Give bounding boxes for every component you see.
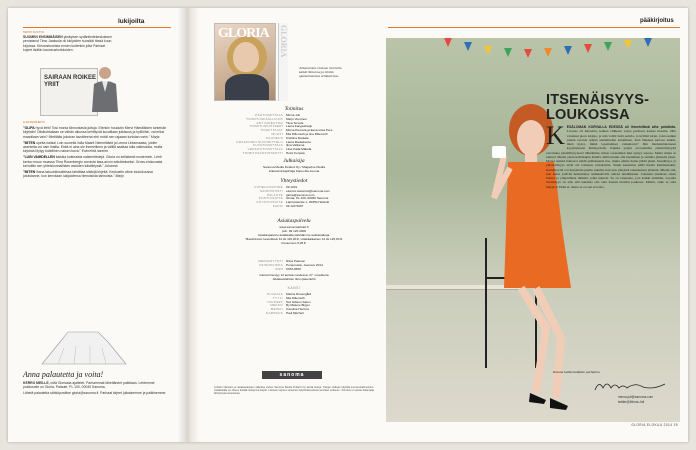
intro-text <box>23 31 113 65</box>
masthead-row-value: 0783-9650 <box>286 266 301 271</box>
masthead-row-label: MEIKKI <box>270 307 283 312</box>
letter-signature: Eximehtä narinen <box>81 149 109 154</box>
masthead-row-value: Minna Juti <box>286 113 301 117</box>
masthead-row-label: VERKKOTOIMITTAJA <box>247 147 283 152</box>
feedback-lead: KERRO MEILLE, <box>23 381 50 385</box>
spine-title: GLORIA <box>279 25 288 58</box>
masthead-row-label: KAUNEUS <box>265 135 283 140</box>
toimitus-title: Toimitus <box>284 106 304 112</box>
masthead-row-value: 09 1201 <box>286 185 298 189</box>
masthead-row-label: PÄÄTOIMITTAJA <box>255 113 283 117</box>
letter-text: hyvä lehti! Tosi monia kiinnostavia juttuja. Etenkin houdutin Mervi Hämäläisen tunteisiin kirjeisiin! Olisikohtakaan se vähän aikunsa kehittyvät kuvaillaan julkisuus ja hylliöihin, vai miksi maanilaan vain? Mietitääs jokohan tavoitteena ehti mobil sen rajaaan tunistan varin." <box>23 126 167 139</box>
letter-text: kaikkia kotimaisia naistentiedejä. Gloria on sellaisesti modernein. Lehti kertoo muun muassa Tiina Rosenbergin arvoista tasa-arvon edistämiseksi. Gross-elokuvasta kerrottiin sen yhteiskunnallisten asioiden käsittelystä." <box>23 155 163 168</box>
masthead-row-label: FAKSI <box>272 204 283 208</box>
masthead-row-value: Ted Gibson Salon <box>286 299 311 304</box>
asiakas-line: puh. 09 120 4900 <box>281 229 307 233</box>
editorial-lead: ESÄLOMAN KORVALLA EDESSÄ oli ihmeteltävä aihe pohdinta. <box>566 125 676 129</box>
magazine-spine-image <box>278 23 288 101</box>
masthead-row-value: 09 120 5307 <box>286 204 304 208</box>
masthead-row-value: Lapinmäentie 1, 00350 Helsinki <box>286 200 330 205</box>
masthead-row-label: PAINOPAIKKA <box>259 262 283 267</box>
page-gutter <box>178 8 200 442</box>
editorial-title: ITSENÄISYYS-LOUKOSSA <box>546 92 650 123</box>
asiakas-line: Asiakaspalvelu asiakkailla päivitämme aukioloaikoja. <box>257 233 331 237</box>
book-title: SAIRAAN ROIKEE YRIIT <box>44 75 97 88</box>
letter-lead: "LUIN VAIHDELLEN <box>23 155 55 160</box>
feedback-title: Anna palautetta ja voita! <box>23 370 104 379</box>
masthead-row-label: TOIMITUSSIHTEERI <box>249 124 283 129</box>
letter-lead: "MITEN <box>23 170 36 175</box>
masthead-row-value: Gloria, PL 100, 00040 Sanoma <box>286 196 329 201</box>
cover-caption: Julkaisemme elokuun Glorialla kaikki Taiteessa ja lehtien ajankohtaisissa artikkeleissa. <box>299 66 342 79</box>
editorial-text: Lavassa oli kiireetön, kaiken vilkkeen vapaa puolison kanssa maailla. Olin varannut piece kirjoja, ja niin valitti lisää pahvia- ja kylmiä kirjat, joista kaikki jonkin tavaran tyhjän suunnittelun antaminen. Kun läheisen kertaaa lenkin, minä kysyi, mitkä lopettamiset vaikuttavat? Jäin mielenkiintoiseen kysymykseen ihmisyydelle. Kuinka paljon arvostamme yhteisöllisyyttä verrattuna yksilöllisyyteen? Mietimme, miten sosiaalinen tuki syntyy arjessa. Mutta miten se tuntuu? Mietin yksin kahvikupin äärellä, miltä tuntuu olla itsenäinen ja samalla yhteisön jäsen. Monet meistä haluavat tehdä päätöksensä itse, mutta emme halua jäädä yksin. Itsenäisyys ja yhteisöllisyys eivät ole toistensa vastakohtia. Sinun kannattaa pitää huolta kummastakin. Itsenäisyyttä voi harjoitella pienin askelin, kun taas yhteisöä rakennetaan yhdessä. Mietin sitä, kun kaksi ystävää keskustelee aamukahvilla omista unelmistaan. Jokainen ansaitsee oman tilansa ja ympärilleen ihmisiä, jotka tukevat. Se on tasapaino, jota kaikki etsimme. Lopulta itsenäisyys on sitä, että uskaltaa olla oma itsensä muiden joukossa. Mietin, onko se aina helppoa? Ehkä ei, mutta se on sen arvoista. <box>546 129 676 189</box>
masthead-row-label: MEDIAMYYNTI <box>258 259 283 263</box>
masthead-row-value: Paul Mitchell <box>286 311 304 315</box>
masthead-row-value: Mia Dillemuth ja Iina Dillemuth <box>286 132 328 136</box>
masthead-row-value: Carolina Herrera <box>286 307 309 312</box>
masthead-row-label: GRAAFINEN SUUNNITTELU <box>236 139 283 144</box>
section-title-right: pääkirjoitus <box>640 18 674 24</box>
letter-signature: Marja <box>150 134 160 139</box>
magazine-spread <box>8 8 688 442</box>
masthead-row-value: Niina Palonen <box>286 259 306 263</box>
masthead-row-value: Punamusta, Joensuu 2014 <box>286 262 323 267</box>
masthead-row-label: HIUKSET <box>267 299 283 304</box>
masthead-row-label: TYYLI <box>272 295 283 300</box>
masthead-row <box>214 268 374 272</box>
letter-signature: Johanna <box>104 163 118 168</box>
asiakas-line: Irtonumero 9,95 €. <box>281 241 307 245</box>
masthead-row-label: TOIMITUSASSISTENTTI <box>242 151 283 155</box>
masthead-row-label: SÄHKÖPOSTI <box>259 188 283 193</box>
masthead-row-value: Iiina Valkama <box>286 143 305 148</box>
yhteystiedot-title: Yhteystiedot <box>280 178 308 184</box>
masthead-row-label: TOIMITTAJAT <box>260 128 283 133</box>
masthead-row-value: Marica Rosengård <box>286 292 312 296</box>
magazine-cover-image <box>214 23 276 101</box>
masthead-row-value: Liisa Kaila-Mäkelä <box>286 147 312 152</box>
cover-masthead: GLORIA <box>218 26 269 41</box>
masthead-row-label: MEKKO <box>270 303 283 308</box>
masthead-row-value: etunimi.sukunimi@sanoma.com <box>286 188 330 193</box>
legal-note: Lehden tilausten ja asiakastietojen ylläpitoa varten Sanoma Media Finland Oy kerää tietoja. Tietoja voidaan käyttää suoramarkkinointiin. Asiakkaalla on oikeus kieltää tietojensa käyttö. Lehteen tarjotun aineiston käyttöoikeudesta sovitaan erikseen. Toimitus ei vastaa tilaamatta lähetetystä aineistosta. <box>214 386 374 396</box>
page-footer: GLORIA ELOKUU 2014 39 <box>631 423 678 427</box>
asiakaspalvelu-title: Asiakaspalvelu <box>277 218 311 224</box>
masthead-row <box>214 312 374 316</box>
ilmoitus-line: Aikakauslehtien liiton jäsenlehti <box>272 277 316 281</box>
intro-bold: SUOMEN ENSIMMÄISEN <box>23 35 63 40</box>
masthead-row-value: Tiina Tervola <box>286 120 304 125</box>
masthead-row-label: MUOTI <box>271 132 283 136</box>
letter-signature: Marjo <box>115 174 124 179</box>
section-title-left: lukijoilta <box>118 18 145 25</box>
masthead-row-label: TOIMITUSPÄÄLLIKKÖ <box>246 116 283 121</box>
masthead-row-value: gloria@sanoma.com <box>286 192 315 197</box>
masthead-row-value: Mia Dillemuth <box>286 295 305 300</box>
asiakas-line: Tilaushinnat: kestotilaus 12 kk 119,90 €, määräaikainen 12 kk 125,90 €. <box>245 237 343 241</box>
letter-lead: "OLIPA <box>23 126 35 131</box>
dress-illustration <box>38 330 130 368</box>
signature-twitter: twitter@Minna.Juti <box>618 400 645 404</box>
masthead-row-value: Laura Kangasharju <box>286 124 313 129</box>
man-portrait-image <box>88 64 122 112</box>
feedback-text <box>23 381 171 431</box>
masthead-row-label: ISSN <box>274 266 283 271</box>
masthead-row-label: PALAUTE <box>267 192 283 197</box>
masthead-row-label: PUHELINVAIHDE <box>254 185 283 189</box>
masthead-row-value: By Malene Birger <box>286 303 310 308</box>
letters-block <box>23 120 171 328</box>
asiakas-line: www.sanomalehdet.fi <box>279 225 309 229</box>
masthead-row-label: KUVATOIMITTAJA <box>253 143 283 148</box>
masthead-row-value: Laura Rautakoura <box>286 139 311 144</box>
drop-cap: K <box>546 125 565 150</box>
masthead-row <box>214 152 374 156</box>
letters-label: LUKIJAKIRJEITÄ <box>23 120 45 124</box>
letter-4 <box>23 170 171 178</box>
letter-2 <box>23 141 171 154</box>
kansi-title: KANSI <box>287 286 301 290</box>
feedback-body-2: Lähetä palautetta sähköpostitse gloria@sanoma.fi. Parhaat kirjeet julkaisemme ja palkitsemme. <box>23 391 167 396</box>
section-rule-right <box>388 27 680 28</box>
ilmoitus-line: Gloria ilmestyy 12 kertaa vuodessa, 27. vuosikerta <box>259 273 329 277</box>
masthead-row-value: Marjo Vuorinen <box>286 116 307 121</box>
section-rule-left <box>23 27 171 28</box>
julkaisija-title: Julkaisija <box>283 158 305 164</box>
masthead-row-label: KÄYNTIOSOITE <box>256 200 283 205</box>
feedback-body: mitä Gloriasta ajattelet. Parhaimmat lähettäneet palkitaan. Lehtemme postiosoite on Gloria, Palaute, PL 100, 00040 Sanoma. <box>23 381 155 390</box>
sanoma-logo: sanoma <box>262 371 322 379</box>
masthead-row-label: POSTIOSOITE <box>258 196 283 201</box>
letter-3 <box>23 155 171 168</box>
julkaisija-line: Liiketoimintajohtaja Kaisu Ala-Luoma <box>268 169 320 173</box>
masthead-row-label: KAMPAUS <box>266 311 283 315</box>
intro-body: yksityisen sydäntiedekeskuksen perustanut Timo Jaaksola oli lukijoiden suosikki tässä kuun kirjoissa. Kiinnostuneista ennen kuitenkin jotta Parhaat kojeet lisätiin kauneushoitoloiden. <box>23 35 112 52</box>
photo-credit: TEKSTI KUVITUS <box>23 31 45 34</box>
letter-text: ihana tatuointimalleissa tahdittaa siistejä kirjeitä. Keskustin viime toukokuussa jutuistanne, kun kerrotaan lukijoidensa hienoisista tarinoista." <box>23 170 153 179</box>
letter-1 <box>23 126 171 139</box>
masthead-row-value: Heini Korpela <box>286 151 305 155</box>
julkaisija-line: Sanoma Media Finland Oy / Magazine Media <box>263 165 325 169</box>
letter-lead: "MITEN <box>23 140 36 145</box>
letter-text: upeita naisia! Luin suurella ilolla Maarit Niemeläistä ja Leena Lintamaasta, joiden asenteita voi vain ihailla. Ehkä ei aina ole ihmeellinen ja välillä saattaa tulla vaikeuksia, mutta kirjoista löytyy todellinen naisen kuva." <box>23 140 163 154</box>
masthead-row-label: ART DIRECTOR <box>256 120 283 125</box>
masthead-row <box>214 205 374 209</box>
photo-caption: Kotona kaikki kaikkien parhaiten. <box>553 370 601 374</box>
signature-image <box>593 378 668 394</box>
masthead-row-value: Kristiina Rantala <box>286 135 309 140</box>
masthead-row-value: Minna Klemola ja Eeva-Liisa Pere <box>286 128 333 133</box>
editorial-body <box>546 125 676 367</box>
masthead-row-label: KUVAAJA <box>267 292 283 296</box>
signature-email: minna.juti@sanoma.com <box>618 395 654 399</box>
